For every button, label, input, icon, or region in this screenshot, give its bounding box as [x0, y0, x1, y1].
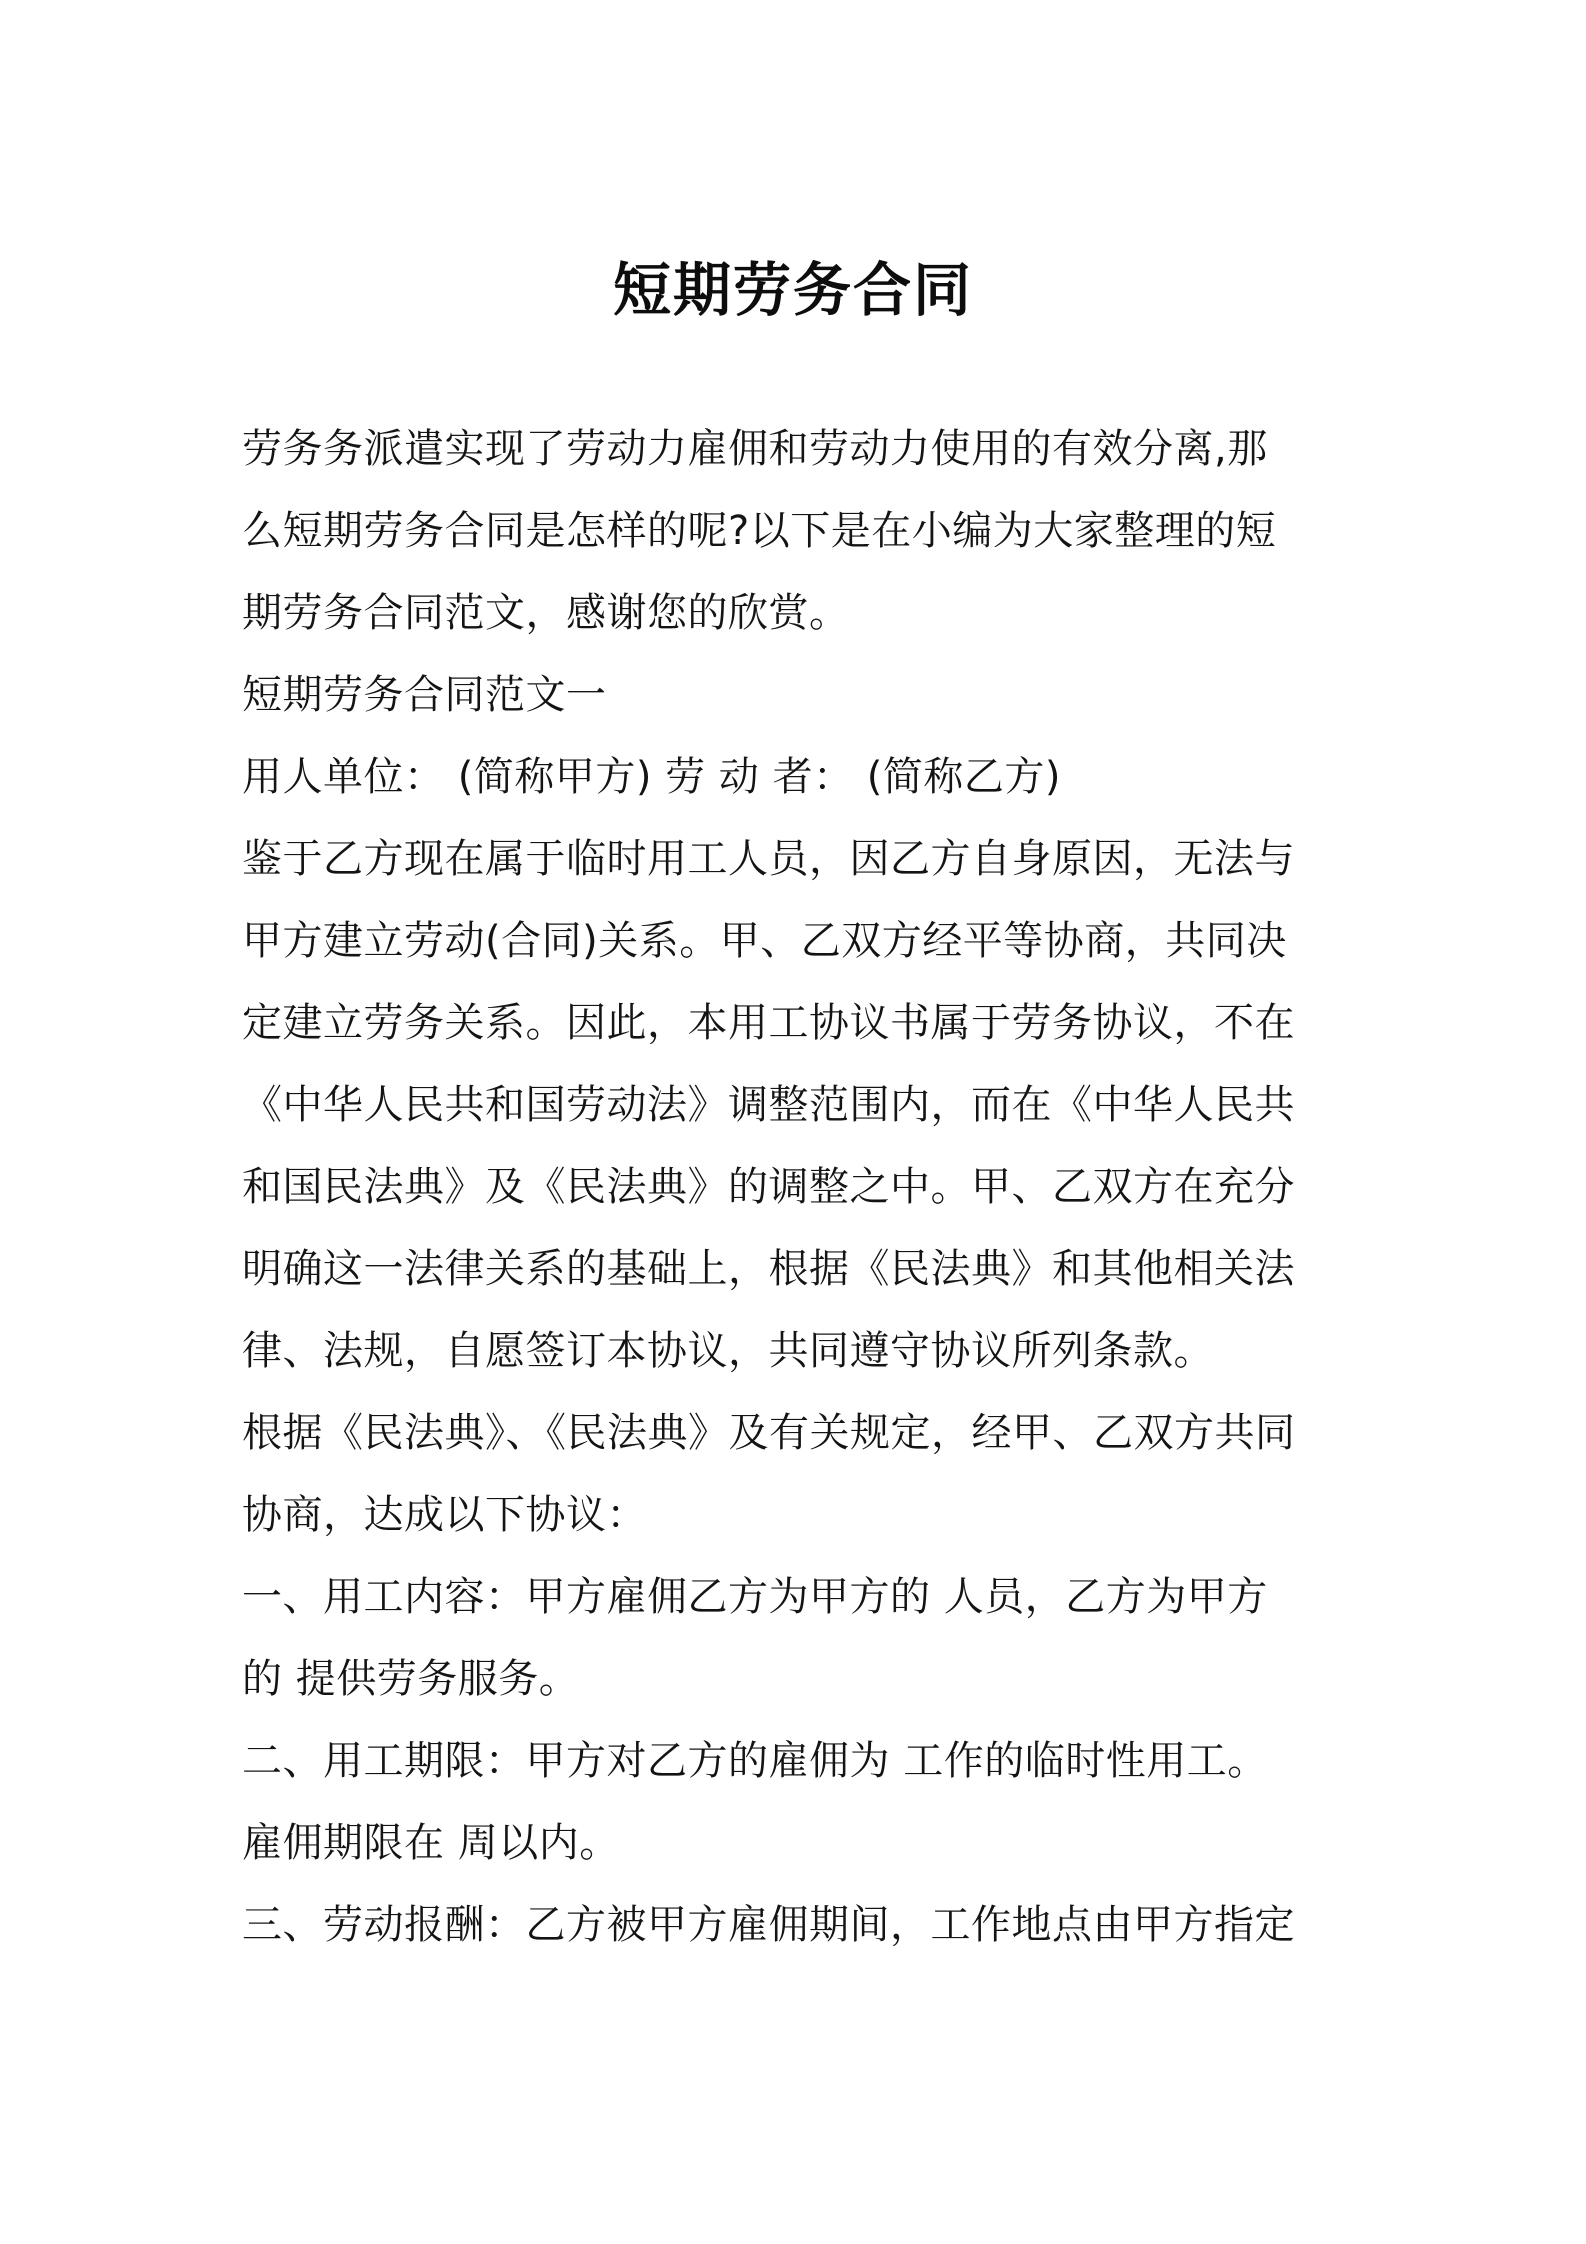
body-line: 期劳务合同范文，感谢您的欣赏。: [242, 590, 850, 636]
section-heading: 短期劳务合同范文一: [242, 672, 607, 718]
document-body: [242, 408, 1352, 1966]
document-title: 短期劳务合同: [612, 256, 973, 324]
clause-line: 雇佣期限在 周以内。: [242, 1820, 620, 1866]
body-line: 《中华人民共和国劳动法》调整范围内，而在《中华人民共: [242, 1082, 1295, 1128]
clause-line: 一、用工内容：甲方雇佣乙方为甲方的 人员，乙方为甲方: [242, 1574, 1268, 1620]
clause-line: 的 提供劳务服务。: [242, 1656, 580, 1702]
body-line: 鉴于乙方现在属于临时用工人员，因乙方自身原因，无法与: [242, 836, 1295, 882]
clause-line: 三、劳动报酬：乙方被甲方雇佣期间，工作地点由甲方指定: [242, 1902, 1295, 1948]
body-line: 劳务务派遣实现了劳动力雇佣和劳动力使用的有效分离,那: [242, 426, 1268, 472]
clause-line: 二、用工期限：甲方对乙方的雇佣为 工作的临时性用工。: [242, 1738, 1268, 1784]
parties-line: 用人单位： (简称甲方) 劳 动 者： (简称乙方): [242, 754, 1061, 800]
body-line: 甲方建立劳动(合同)关系。甲、乙双方经平等协商，共同决: [242, 918, 1287, 964]
body-line: 根据《民法典》、《民法典》及有关规定，经甲、乙双方共同: [242, 1410, 1296, 1456]
body-line: 定建立劳务关系。因此，本用工协议书属于劳务协议，不在: [242, 1000, 1295, 1046]
body-line: 律、法规，自愿签订本协议，共同遵守协议所列条款。: [242, 1328, 1214, 1374]
body-line: 明确这一法律关系的基础上，根据《民法典》和其他相关法: [242, 1246, 1295, 1292]
body-line: 么短期劳务合同是怎样的呢?以下是在小编为大家整理的短: [242, 508, 1277, 554]
body-line: 和国民法典》及《民法典》的调整之中。甲、乙双方在充分: [242, 1164, 1295, 1210]
body-line: 协商，达成以下协议：: [242, 1492, 647, 1538]
